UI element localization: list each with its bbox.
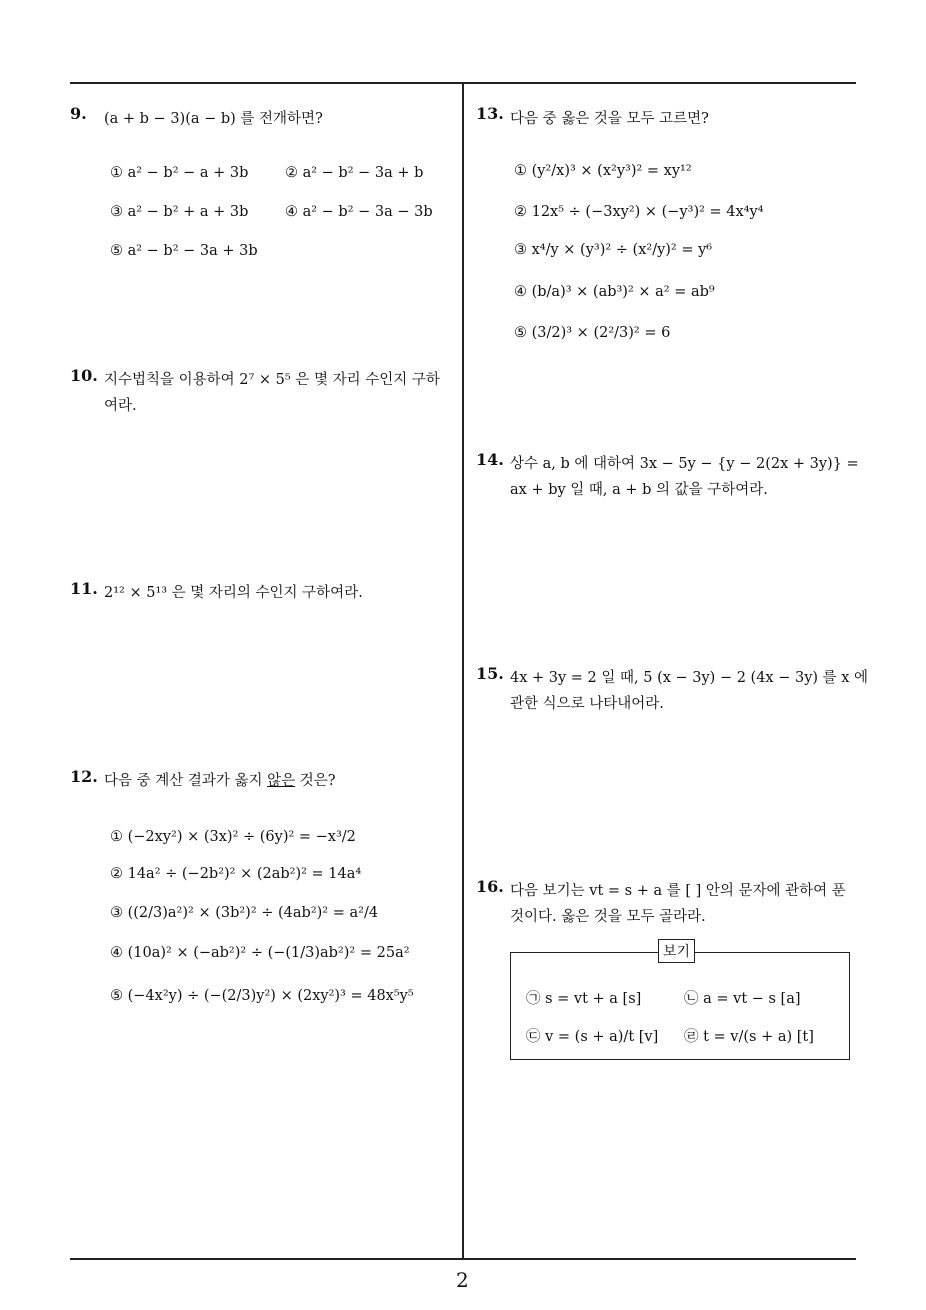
question-text-line1: 4x + 3y = 2 일 때, 5 (x − 3y) − 2 (4x − 3y) 를 x 에 xyxy=(510,670,869,686)
bogi-title: 보기 xyxy=(658,939,695,963)
option-4: ④ (10a)² × (−ab²)² ÷ (−(1/3)ab²)² = 25a² xyxy=(110,945,410,961)
bogi-item-3: ㉢ v = (s + a)/t [v] xyxy=(526,1029,659,1045)
question-number: 9. xyxy=(70,104,87,123)
option-2: ② 12x⁵ ÷ (−3xy²) × (−y³)² = 4x⁴y⁴ xyxy=(514,204,764,220)
emphasis-underline: 않은 xyxy=(267,773,296,789)
bogi-item-1: ㉠ s = vt + a [s] xyxy=(526,991,642,1007)
bottom-rule xyxy=(70,1258,856,1260)
column-divider xyxy=(462,82,464,1260)
option-5: ⑤ a² − b² − 3a + 3b xyxy=(110,243,258,259)
question-text: (a + b − 3)(a − b) 를 전개하면? xyxy=(104,111,323,127)
page-number: 2 xyxy=(456,1268,469,1292)
option-3: ③ x⁴/y × (y³)² ÷ (x²/y)² = y⁶ xyxy=(514,242,713,258)
option-4: ④ (b/a)³ × (ab³)² × a² = ab⁹ xyxy=(514,284,715,300)
option-2: ② a² − b² − 3a + b xyxy=(285,165,424,181)
option-1: ① (y²/x)³ × (x²y³)² = xy¹² xyxy=(514,163,692,179)
question-text: 다음 중 옳은 것을 모두 고르면? xyxy=(510,111,709,127)
question-text-line1: 다음 보기는 vt = s + a 를 [ ] 안의 문자에 관하여 푼 xyxy=(510,883,846,899)
option-5: ⑤ (−4x²y) ÷ (−(2/3)y²) × (2xy²)³ = 48x⁵y⁵ xyxy=(110,988,414,1004)
question-text xyxy=(104,769,336,790)
question-text-part: 다음 중 계산 결과가 옳지 xyxy=(104,773,268,789)
question-number: 14. xyxy=(476,450,504,469)
question-number: 10. xyxy=(70,366,98,385)
question-text-line1: 상수 a, b 에 대하여 3x − 5y − {y − 2(2x + 3y)} = xyxy=(510,456,859,472)
option-3: ③ ((2/3)a²)² × (3b²)² ÷ (4ab²)² = a²/4 xyxy=(110,905,379,921)
question-text-line1: 지수법칙을 이용하여 2⁷ × 5⁵ 은 몇 자리 수인지 구하 xyxy=(104,372,440,388)
bogi-item-4: ㉣ t = v/(s + a) [t] xyxy=(684,1029,814,1045)
question-text: 2¹² × 5¹³ 은 몇 자리의 수인지 구하여라. xyxy=(104,585,363,601)
option-1: ① (−2xy²) × (3x)² ÷ (6y)² = −x³/2 xyxy=(110,829,356,845)
option-4: ④ a² − b² − 3a − 3b xyxy=(285,204,433,220)
option-2: ② 14a² ÷ (−2b²)² × (2ab²)² = 14a⁴ xyxy=(110,866,362,882)
option-3: ③ a² − b² + a + 3b xyxy=(110,204,249,220)
bogi-item-2: ㉡ a = vt − s [a] xyxy=(684,991,801,1007)
question-number: 11. xyxy=(70,579,98,598)
option-1: ① a² − b² − a + 3b xyxy=(110,165,249,181)
question-text-line2: 관한 식으로 나타내어라. xyxy=(510,696,664,712)
question-text-line2: 것이다. 옳은 것을 모두 골라라. xyxy=(510,909,706,925)
question-number: 12. xyxy=(70,767,98,786)
question-text-line2: ax + by 일 때, a + b 의 값을 구하여라. xyxy=(510,482,768,498)
question-number: 16. xyxy=(476,877,504,896)
question-text-line2: 여라. xyxy=(104,398,137,414)
question-number: 13. xyxy=(476,104,504,123)
option-5: ⑤ (3/2)³ × (2²/3)² = 6 xyxy=(514,325,671,341)
question-number: 15. xyxy=(476,664,504,683)
question-text-part: 것은? xyxy=(295,773,336,789)
